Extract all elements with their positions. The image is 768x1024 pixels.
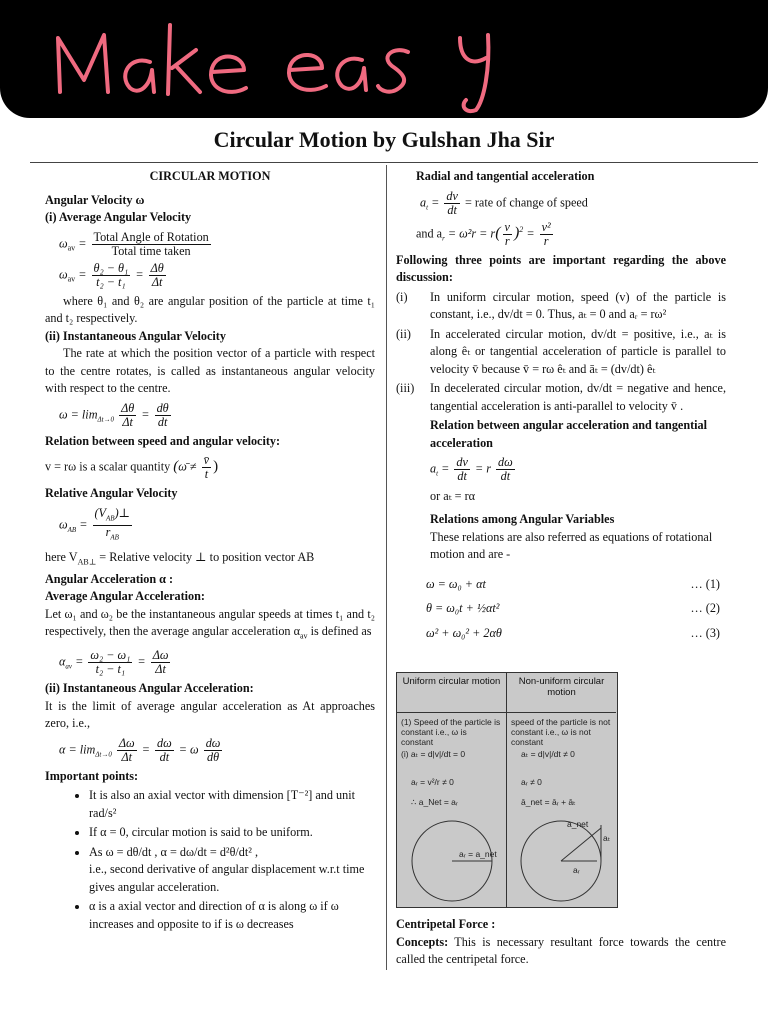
equations-list [396,576,726,643]
list-item: (ii) In accelerated circular motion, dv/dt = positive, i.e., aₜ is along êₜ or tangential acceleration of particle is parallel to velocity v̄ because v̄ = rω êₜ and āₜ = (dv/dt) êₜ [396,326,726,376]
important-points-heading: Important points: [45,768,139,783]
avg-angular-acceleration-formula: $\alpha_{av}$ = $\frac{\text{ω₂ − ω₁}}{\text{t₂ − t₁}}$ = $\frac{\Delta\omega}{\Delta t}$ [59,647,169,676]
list-item: • If α = 0, circular motion is said to be uniform. [89,824,375,842]
angular-acceleration-heading: Angular Acceleration α : [45,571,174,586]
table-cell: (1) Speed of the particle is constant i.e., ω is constant [401,717,501,747]
table-cell: aₜ = d|v|/dt ≠ 0 [521,749,575,759]
section-heading: CIRCULAR MOTION [149,169,271,183]
inst-angular-velocity-heading: (ii) Instantaneous Angular Velocity [45,328,226,343]
equation-row: θ = ω₀t + ½αt² … (2) [426,601,720,616]
list-item: • It is also an axial vector with dimension [T⁻²] and unit rad/s² [89,787,375,822]
at-label: aₜ [603,833,611,843]
inst-angular-velocity-text: The rate at which the position vector of a particle with respect to the centre rotates, is called as instantaneous angular velocity with respect to the centre. [45,346,375,395]
angular-velocity-heading: Angular Velocity ω [45,192,145,207]
relative-angular-velocity-heading: Relative Angular Velocity [45,486,178,501]
table-cell: speed of the particle is not constant i.e., ω is not constant [511,717,611,747]
relation-accel-formula: $a_t$ = $\frac{dv}{dt}$ = r $\frac{d\omega}{dt}$ [430,455,513,484]
radial-acceleration-formula: and $a_r = \omega^2r = r$( $\frac{v}{r}$ )$^2$ = $\frac{\text{v²}}{r}$ [416,219,551,248]
tangential-acceleration-formula: $a_t$ = $\frac{dv}{dt}$ = rate of change of speed [420,188,588,217]
where-text: where θ₁ and θ₂ are angular position of the particle at time t₁ and t₂ respectively. [45,293,375,325]
following-points-heading: Following three points are important regarding the above discussion: [396,252,726,285]
inst-angular-velocity-formula: $\omega = \lim_{\Delta t\to 0}$ $\frac{\Delta\theta}{\Delta t}$ = $\frac{d\theta}{dt}$ [59,400,169,429]
nonuniform-column-header: Non-uniform circular motion [507,673,616,713]
table-cell: aᵣ ≠ 0 [521,777,542,787]
avg-angular-acceleration-heading: Average Angular Acceleration: [45,589,205,604]
motion-comparison-table [396,672,618,908]
column-divider [386,165,387,970]
right-column [396,168,726,649]
relation-accel-heading: Relation between angular acceleration and tangential acceleration [430,418,708,450]
list-item: (iii) In decelerated circular motion, dv/dt = negative and hence, tangential acceleration is anti-parallel to velocity v̄ . [396,381,726,413]
avg-angular-velocity-heading: (i) Average Angular Velocity [45,210,192,224]
relations-heading: Relations among Angular Variables [430,512,615,527]
table-cell: aᵣ = v²/r ≠ 0 [411,777,454,787]
document-title: Circular Motion by Gulshan Jha Sir [213,127,555,152]
centripetal-heading: Centripetal Force : [396,917,496,931]
equation-row: ω² + ω₀² + 2αθ … (3) [426,625,720,640]
table-cell: ∴ a_Net = aᵣ [411,797,458,807]
ar-label: aᵣ [573,865,580,875]
circle-diagrams [397,673,617,907]
anet-label-uniform: aᵣ = a_net [459,849,497,859]
equation-row: ω = ω₀ + αt … (1) [426,576,720,591]
speed-relation-formula: v = rω is a scalar quantity (ω̄ ≠ $\frac{v̄}{t}$ ) [45,453,219,482]
uniform-column-header: Uniform circular motion [397,673,506,713]
avg-angular-velocity-formula: $\omega_{av}$ = $\frac{\text{Total Angle of Rotation}}{\text{Total time taken}}$ [59,229,209,258]
here-text: here $V_{AB\perp}$ = Relative velocity ⊥ to position vector AB [45,549,315,567]
centripetal-section [396,916,726,969]
inst-angular-acceleration-text: It is the limit of average angular acceleration as At approaches zero, i.e., [45,698,375,731]
important-points-list [45,787,375,933]
anet-label: a_net [567,819,589,829]
header-banner [0,0,768,118]
relations-text: These relations are also referred as equations of rotational motion and are - [430,529,713,562]
let-text: Let ω₁ and ω₂ be the instantaneous angular speeds at times t₁ and t₂ respectively, then the average angular acceleration $\alpha_{av}$ is defined as [45,606,375,641]
avg-angular-velocity-formula-2: $\omega_{av}$ = $\frac{\text{θ₂ − θ₁}}{\text{t₂ − t₁}}$ = $\frac{\Delta\theta}{\Delta t}$ [59,260,164,289]
concepts-text: Concepts: This is necessary resultant force towards the centre called the centripetal force. [396,934,726,966]
list-item: • As ω = dθ/dt , α = dω/dt = d²θ/dt² , i.e., second derivative of angular displacement w.r.t time gives angular acceleration. [89,844,375,897]
table-cell: ā_net = āᵣ + āₜ [521,797,576,807]
relative-angular-velocity-formula: $\omega_{AB}$ = $\frac{(V_{AB})\perp}{r_{AB}}$ [59,505,131,542]
title-underline [30,162,758,163]
list-item: • α is a axial vector and direction of α is along ω if ω increases and opposite to if is ω decreases [89,898,375,933]
inst-angular-acceleration-heading: (ii) Instantaneous Angular Acceleration: [45,681,254,696]
table-cell: (i) aₜ = d|v|/dt = 0 [401,749,466,759]
list-item: (i) In uniform circular motion, speed (v) of the particle is constant, i.e., dv/dt = 0. Thus, aₜ = 0 and aᵣ = rω² [396,289,726,322]
or-formula: or aₜ = rα [430,488,476,503]
speed-relation-heading: Relation between speed and angular velocity: [45,433,281,448]
left-column [45,168,375,935]
handwritten-title-graphic [0,0,768,118]
radial-tangential-heading: Radial and tangential acceleration [416,169,595,183]
inst-angular-acceleration-formula: $\alpha = \lim_{\Delta t\to 0}$ $\frac{\Delta\omega}{\Delta t}$ = $\frac{d\omega}{dt}$ = ω $\frac{d\omega}{d\theta}$ [59,735,221,764]
